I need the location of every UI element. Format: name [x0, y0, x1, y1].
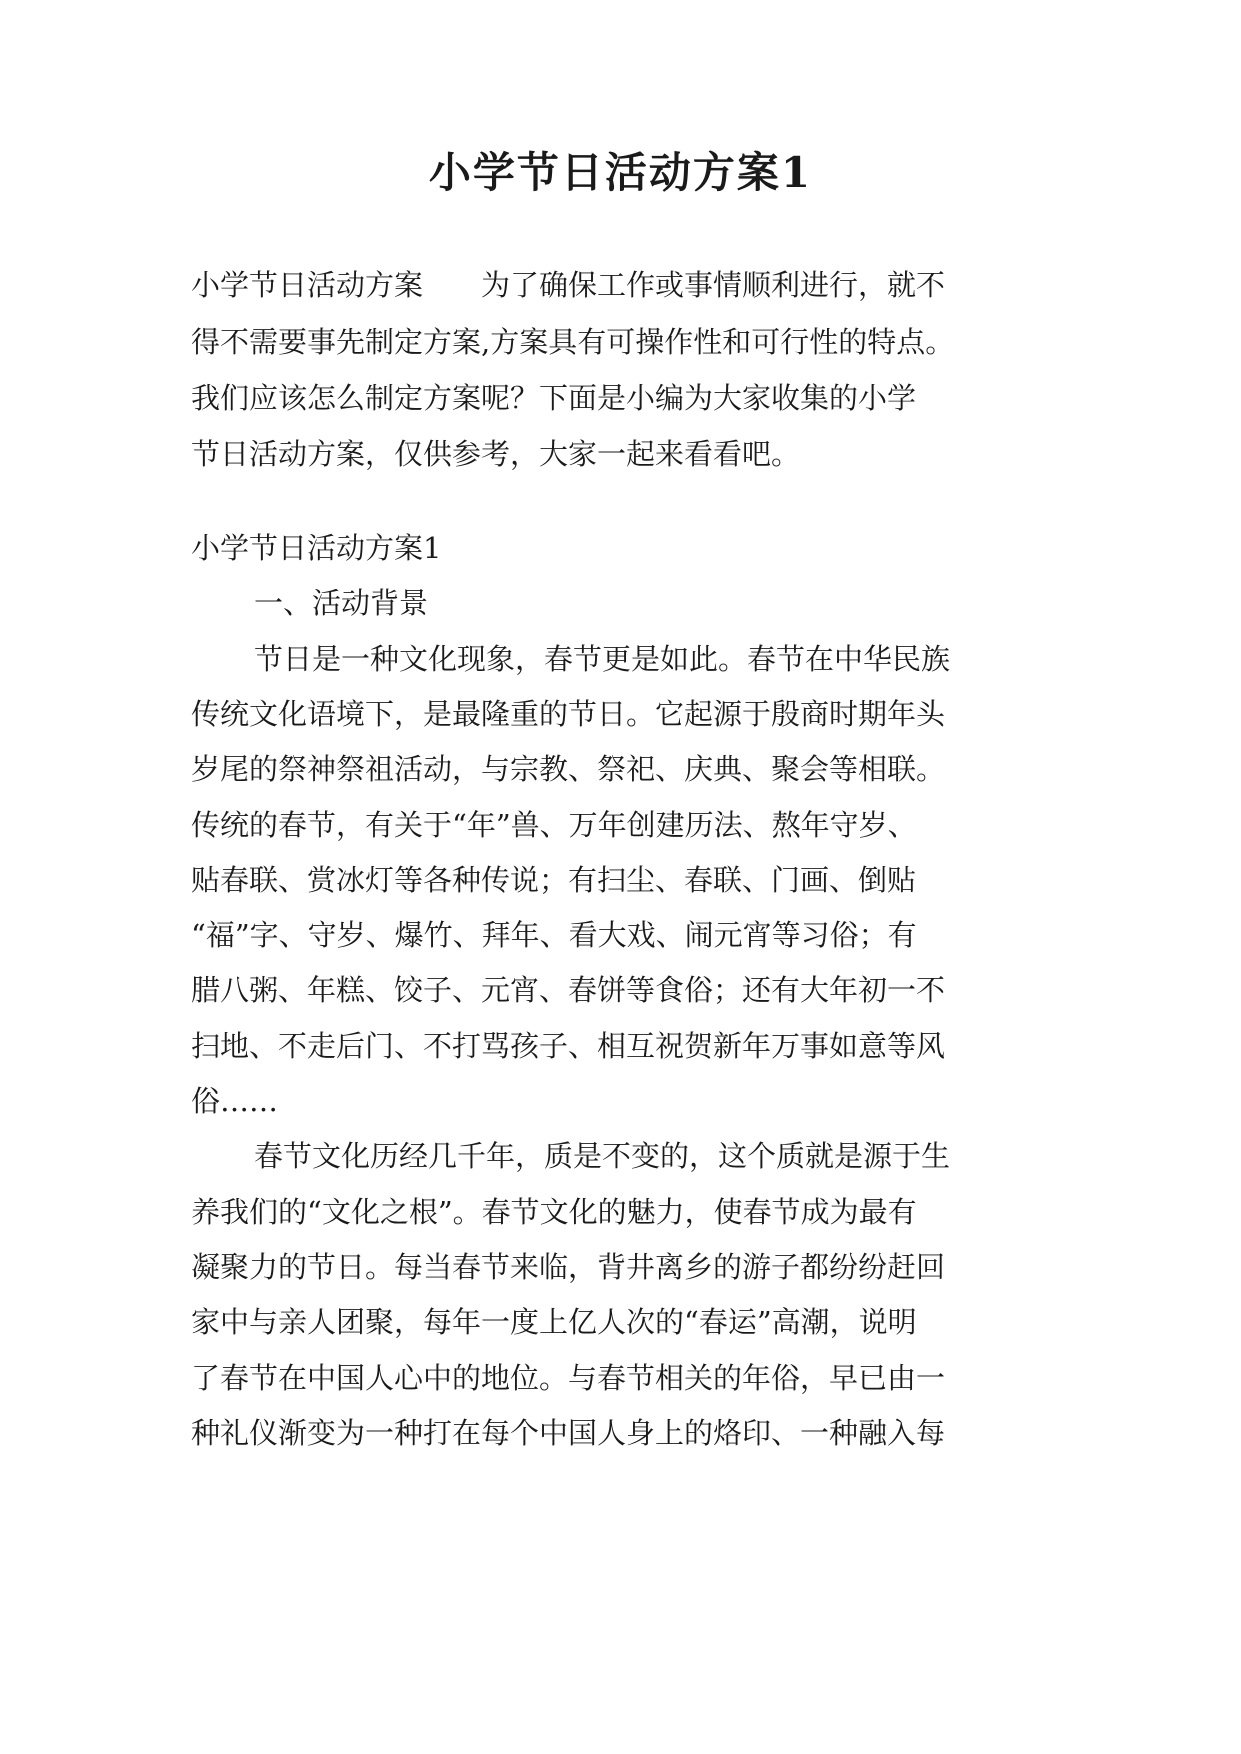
- paragraph-1-line-5: 贴春联、赏冰灯等各种传说；有扫尘、春联、门画、倒贴: [191, 863, 917, 897]
- paragraph-2-line-1: 春节文化历经几千年，质是不变的，这个质就是源于生: [254, 1139, 951, 1173]
- paragraph-2-line-4: 家中与亲人团聚，每年一度上亿人次的“春运”高潮，说明: [191, 1305, 917, 1339]
- paragraph-2-line-3: 凝聚力的节日。每当春节来临，背井离乡的游子都纷纷赶回: [191, 1250, 946, 1284]
- intro-line-4: 节日活动方案，仅供参考，大家一起来看看吧。: [191, 437, 801, 471]
- section-heading: 小学节日活动方案1: [191, 531, 442, 565]
- intro-line-1: 小学节日活动方案 为了确保工作或事情顺利进行，就不: [191, 268, 946, 302]
- intro-line-2: 得不需要事先制定方案,方案具有可操作性和可行性的特点。: [191, 325, 955, 359]
- paragraph-1-line-9: 俗……: [191, 1084, 279, 1118]
- subsection-heading: 一、活动背景: [254, 586, 429, 620]
- paragraph-1-line-6: “福”字、守岁、爆竹、拜年、看大戏、闹元宵等习俗；有: [191, 918, 917, 952]
- paragraph-1-line-8: 扫地、不走后门、不打骂孩子、相互祝贺新年万事如意等风: [191, 1029, 946, 1063]
- paragraph-1-line-3: 岁尾的祭神祭祖活动，与宗教、祭祀、庆典、聚会等相联。: [191, 752, 946, 786]
- paragraph-1-line-1: 节日是一种文化现象，春节更是如此。春节在中华民族: [254, 642, 951, 676]
- paragraph-1-line-2: 传统文化语境下，是最隆重的节日。它起源于殷商时期年头: [191, 697, 946, 731]
- paragraph-2-line-6: 种礼仪渐变为一种打在每个中国人身上的烙印、一种融入每: [191, 1416, 946, 1450]
- intro-line-3: 我们应该怎么制定方案呢？下面是小编为大家收集的小学: [191, 381, 917, 415]
- page-title: 小学节日活动方案1: [428, 148, 813, 197]
- paragraph-2-line-5: 了春节在中国人心中的地位。与春节相关的年俗，早已由一: [191, 1361, 946, 1395]
- paragraph-1-line-4: 传统的春节，有关于“年”兽、万年创建历法、熬年守岁、: [191, 808, 917, 842]
- paragraph-2-line-2: 养我们的“文化之根”。春节文化的魅力，使春节成为最有: [191, 1195, 917, 1229]
- paragraph-1-line-7: 腊八粥、年糕、饺子、元宵、春饼等食俗；还有大年初一不: [191, 973, 946, 1007]
